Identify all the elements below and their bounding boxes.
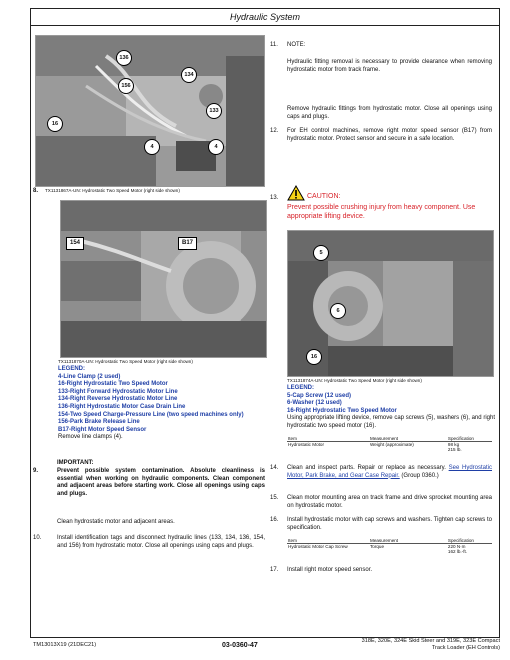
- photo-motor-lines-image: [36, 36, 264, 186]
- legend-2-action: Using appropriate lifting device, remove cap screws (5), washers (6), and right hydrostatic two speed motor (16).: [287, 415, 495, 429]
- step-16-text: Install hydrostatic motor with cap screws and washers. Tighten cap screws to specification.: [287, 517, 492, 531]
- legend-1-action: Remove line clamps (4).: [58, 434, 123, 441]
- photo3-caption: TX1131874A-UN: Hydrostatic Two Speed Motor (right side shown): [287, 378, 422, 383]
- photo-motor-removal: [287, 230, 494, 377]
- caution-label: CAUTION:: [307, 193, 341, 200]
- footer-page-number: 03-0360-47: [222, 642, 258, 649]
- table-header: Item: [287, 436, 369, 442]
- legend-2: [287, 385, 495, 431]
- callout-16: 16: [306, 349, 322, 365]
- page-header: Hydraulic System: [31, 9, 499, 26]
- footer-model-line-2: Track Loader (EH Controls): [431, 645, 500, 651]
- note-label: NOTE:: [287, 42, 306, 48]
- legend-1-item: 133-Right Forward Hydrostatic Motor Line: [58, 388, 178, 395]
- footer-model-line-1: 318E, 320E, 324E Skid Steer and 319E, 323E Compact: [361, 638, 500, 644]
- legend-2-item: 6-Washer (12 used): [287, 400, 342, 407]
- table-cell: [447, 442, 492, 453]
- step-13-number: 13.: [270, 195, 279, 201]
- step-14-number: 14.: [270, 465, 279, 471]
- step-17-number: 17.: [270, 567, 279, 573]
- legend-1-item: 154-Two Speed Charge-Pressure Line (two speed machines only): [58, 411, 244, 418]
- torque-spec-table: [287, 538, 492, 554]
- step-15-text: Clean motor mounting area on track frame and drive sprocket mounting area on hydrostatic motor.: [287, 495, 492, 509]
- legend-1-item: 4-Line Clamp (2 used): [58, 373, 121, 380]
- table-cell: Torque: [370, 544, 385, 549]
- callout-4b: 4: [208, 139, 224, 155]
- legend-1-item: 136-Right Hydrostatic Motor Case Drain Line: [58, 403, 186, 410]
- legend-1-item: 134-Right Reverse Hydrostatic Motor Line: [58, 396, 178, 403]
- caution-text: Prevent possible crushing injury from heavy component. Use appropriate lifting device.: [287, 204, 476, 220]
- callout-b17: B17: [178, 237, 197, 250]
- step-9-important-text: Prevent possible system contamination. Absolute cleanliness is essential when working on hydraulic components. Clean component and adjacent areas before starting work. Close all openings using caps and plugs.: [57, 468, 265, 497]
- photo-speed-sensor: [60, 200, 267, 358]
- footer-model: [300, 638, 500, 652]
- caution-icon: [287, 185, 305, 201]
- table-cell: [447, 544, 492, 555]
- table-cell: Hydrostatic Motor: [288, 442, 324, 447]
- legend-1: [58, 366, 273, 442]
- table-row: [287, 544, 492, 555]
- callout-4a: 4: [144, 139, 160, 155]
- footer-doc-id: TM13013X19 (21DEC21): [33, 642, 97, 648]
- step-15-number: 15.: [270, 495, 279, 501]
- table-header: Measurement: [369, 436, 447, 442]
- spec-value-imperial: 215 lb.: [447, 447, 462, 452]
- step-14-text-b: (Group 0360.): [401, 472, 439, 479]
- step-14-text: [287, 465, 492, 480]
- step-12-text: For EH control machines, remove right motor speed sensor (B17) from hydrostatic motor. Protect sensor and secure in a safe location.: [287, 128, 492, 142]
- important-label: IMPORTANT:: [57, 460, 94, 466]
- step-10-text: Install identification tags and disconnect hydraulic lines (133, 134, 136, 154, and 156) from hydrostatic motor. Close all openings using caps and plugs.: [57, 535, 265, 549]
- table-cell: Weight (approximate): [370, 442, 414, 447]
- table-row: [287, 442, 492, 453]
- step-16-number: 16.: [270, 517, 279, 523]
- step-12-number: 12.: [270, 128, 279, 134]
- table-header: Item: [287, 538, 369, 544]
- callout-134: 134: [181, 67, 197, 83]
- spec-value-imperial: 162 lb.-ft.: [447, 549, 468, 554]
- legend-2-item: 16-Right Hydrostatic Two Speed Motor: [287, 407, 397, 414]
- step-17-text: Install right motor speed sensor.: [287, 567, 373, 573]
- legend-2-title: LEGEND:: [287, 385, 314, 391]
- spec-value-metric: 220 N·m: [447, 544, 466, 549]
- callout-154: 154: [66, 237, 84, 250]
- photo-speed-sensor-image: [61, 201, 266, 357]
- step-8-number: 8.: [33, 188, 39, 194]
- callout-5: 5: [313, 245, 329, 261]
- photo-motor-lines: [35, 35, 265, 187]
- step-14-text-a: Clean and inspect parts. Repair or replace as necessary.: [287, 465, 446, 471]
- spec-value-metric: 98 kg: [447, 442, 460, 447]
- legend-1-title: LEGEND:: [58, 366, 85, 372]
- step-10-number: 10.: [33, 535, 42, 541]
- step-9-action: Clean hydrostatic motor and adjacent areas.: [57, 519, 175, 525]
- callout-133: 133: [206, 103, 222, 119]
- weight-spec-table: [287, 436, 492, 452]
- step-11-action: Remove hydraulic fittings from hydrostatic motor. Close all openings using caps and plugs.: [287, 106, 492, 120]
- table-header: Specification: [447, 436, 492, 442]
- table-cell: Hydrostatic Motor Cap Screw: [288, 544, 348, 549]
- repair-reference-link[interactable]: See Hydrostatic Motor, Park Brake, and Gear Case Repair.: [287, 465, 492, 479]
- callout-16: 16: [47, 116, 63, 132]
- step-9-number: 9.: [33, 468, 39, 474]
- photo2-caption: TX1131870A-UN: Hydrostatic Two Speed Motor (right side shown): [58, 359, 193, 364]
- step-11-number: 11.: [270, 42, 278, 48]
- table-header: Measurement: [369, 538, 447, 544]
- legend-1-item: B17-Right Motor Speed Sensor: [58, 426, 147, 433]
- legend-1-item: 16-Right Hydrostatic Two Speed Motor: [58, 381, 168, 388]
- table-header: Specification: [447, 538, 492, 544]
- legend-2-item: 5-Cap Screw (12 used): [287, 392, 352, 399]
- callout-156: 156: [118, 78, 134, 94]
- callout-6: 6: [330, 303, 346, 319]
- note-text: Hydraulic fitting removal is necessary to provide clearance when removing hydrostatic motor from track frame.: [287, 59, 492, 73]
- photo1-caption: TX1131867A-UN: Hydrostatic Two Speed Motor (right side shown): [45, 188, 180, 193]
- legend-1-item: 156-Park Brake Release Line: [58, 419, 140, 426]
- callout-136: 136: [116, 50, 132, 66]
